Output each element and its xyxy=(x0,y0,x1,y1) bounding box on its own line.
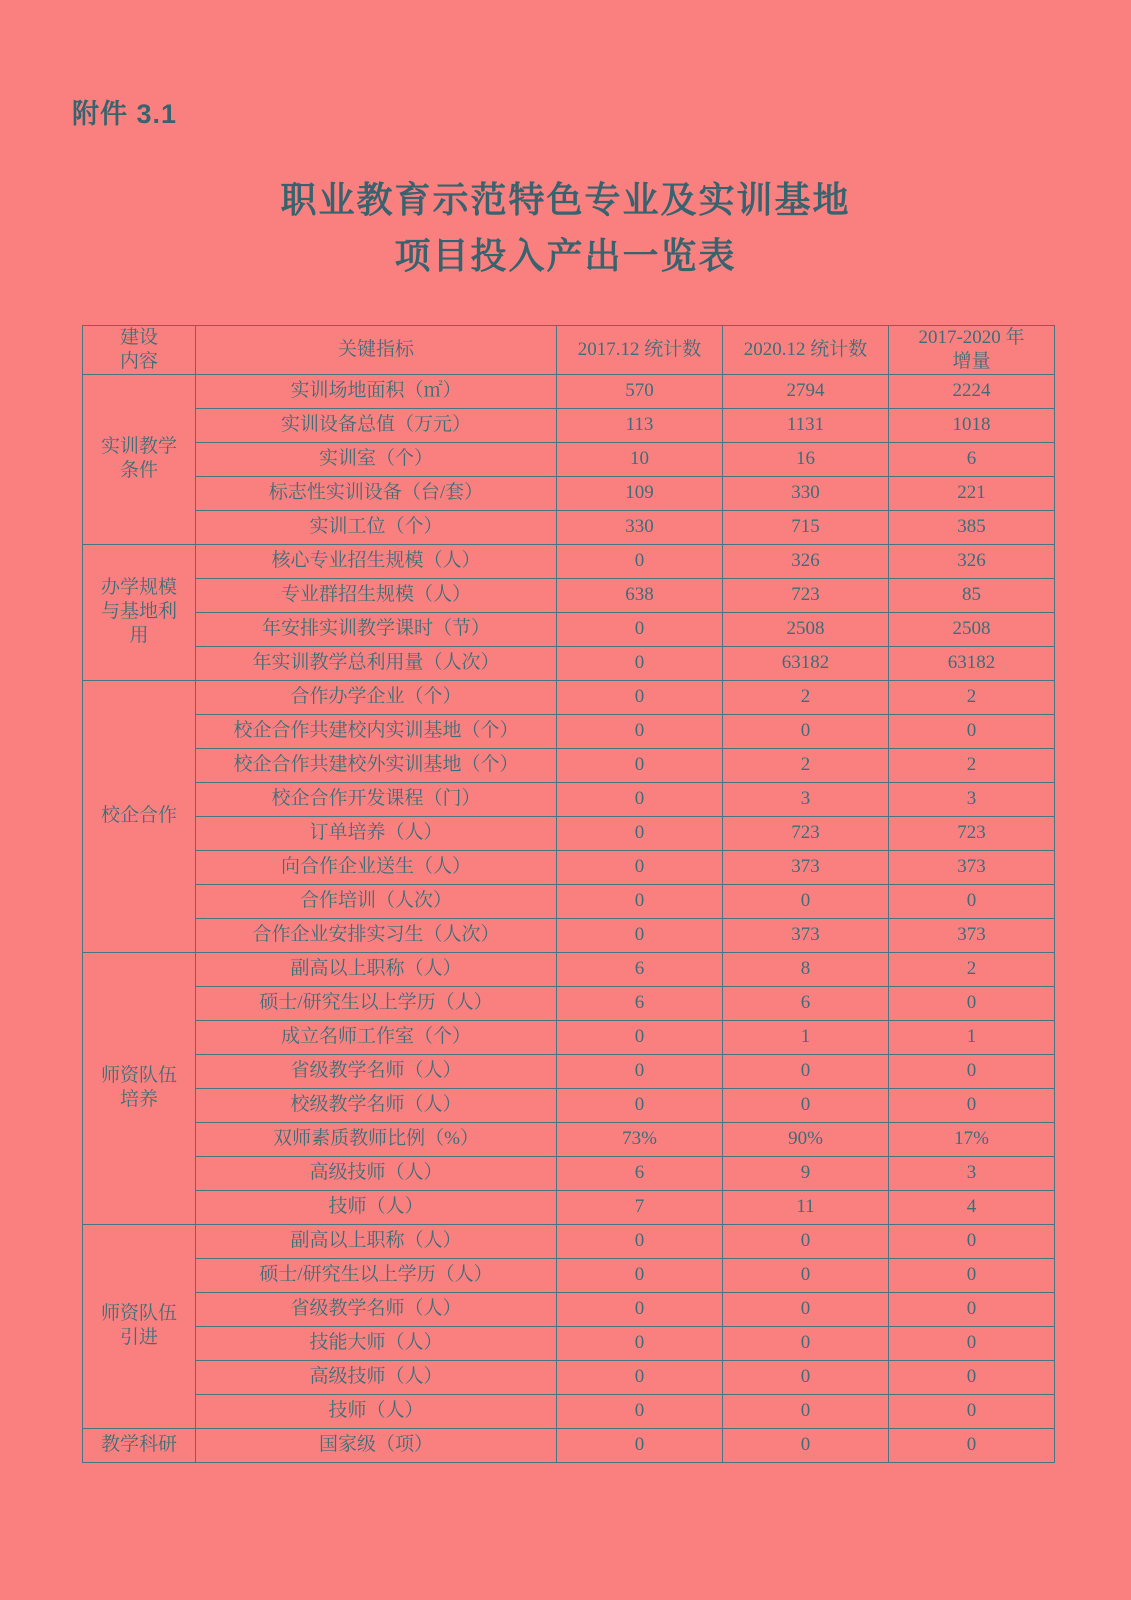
category-line: 办学规模 xyxy=(100,577,177,599)
table-row xyxy=(83,1122,1055,1156)
cell-year-2020: 0 xyxy=(723,1054,889,1088)
row-group-category xyxy=(83,544,196,680)
header-category-line2: 内容 xyxy=(119,350,158,372)
table-row xyxy=(83,1156,1055,1190)
cell-year-2020: 715 xyxy=(723,510,889,544)
cell-year-2017: 0 xyxy=(557,884,723,918)
cell-increase: 3 xyxy=(889,782,1055,816)
cell-increase: 85 xyxy=(889,578,1055,612)
category-line: 用 xyxy=(129,624,149,646)
cell-year-2017: 0 xyxy=(557,1394,723,1428)
table-row xyxy=(83,374,1055,408)
cell-year-2017: 638 xyxy=(557,578,723,612)
cell-increase: 326 xyxy=(889,544,1055,578)
cell-year-2017: 73% xyxy=(557,1122,723,1156)
cell-increase: 1 xyxy=(889,1020,1055,1054)
cell-year-2020: 0 xyxy=(723,714,889,748)
category-line: 引进 xyxy=(119,1327,158,1348)
cell-year-2017: 0 xyxy=(557,816,723,850)
cell-indicator: 省级教学名师（人） xyxy=(196,1054,557,1088)
cell-year-2020: 2 xyxy=(723,748,889,782)
table-row xyxy=(83,612,1055,646)
cell-indicator: 技师（人） xyxy=(196,1394,557,1428)
cell-increase: 0 xyxy=(889,1088,1055,1122)
cell-indicator: 技能大师（人） xyxy=(196,1326,557,1360)
cell-increase: 373 xyxy=(889,850,1055,884)
header-category-line1: 建设 xyxy=(119,327,158,348)
cell-indicator: 实训室（个） xyxy=(196,442,557,476)
table-row xyxy=(83,510,1055,544)
header-increase xyxy=(889,326,1055,375)
cell-year-2020: 11 xyxy=(723,1190,889,1224)
cell-indicator: 成立名师工作室（个） xyxy=(196,1020,557,1054)
cell-increase: 2508 xyxy=(889,612,1055,646)
table-row xyxy=(83,578,1055,612)
category-line: 条件 xyxy=(119,460,158,481)
cell-year-2017: 109 xyxy=(557,476,723,510)
cell-increase: 2 xyxy=(889,680,1055,714)
report-table xyxy=(82,325,1055,1463)
category-line: 实训教学 xyxy=(100,436,177,458)
header-increase-line1: 2017-2020 年 xyxy=(918,327,1025,348)
cell-year-2020: 90% xyxy=(723,1122,889,1156)
cell-increase: 3 xyxy=(889,1156,1055,1190)
table-row xyxy=(83,1394,1055,1428)
cell-year-2020: 2508 xyxy=(723,612,889,646)
row-group-category xyxy=(83,1224,196,1428)
cell-year-2020: 0 xyxy=(723,1326,889,1360)
table-row xyxy=(83,816,1055,850)
cell-year-2017: 0 xyxy=(557,646,723,680)
cell-increase: 221 xyxy=(889,476,1055,510)
cell-indicator: 合作企业安排实习生（人次） xyxy=(196,918,557,952)
cell-year-2017: 570 xyxy=(557,374,723,408)
table-row xyxy=(83,1326,1055,1360)
cell-indicator: 合作培训（人次） xyxy=(196,884,557,918)
cell-indicator: 校企合作共建校内实训基地（个） xyxy=(196,714,557,748)
row-group-category xyxy=(83,952,196,1224)
cell-year-2017: 0 xyxy=(557,1054,723,1088)
cell-year-2017: 10 xyxy=(557,442,723,476)
category-line: 校企合作 xyxy=(100,805,177,827)
table-row xyxy=(83,1428,1055,1462)
cell-year-2017: 0 xyxy=(557,1088,723,1122)
table-row xyxy=(83,782,1055,816)
cell-increase: 0 xyxy=(889,1224,1055,1258)
category-line: 教学科研 xyxy=(100,1434,177,1456)
table-row xyxy=(83,884,1055,918)
cell-year-2017: 0 xyxy=(557,782,723,816)
cell-year-2017: 330 xyxy=(557,510,723,544)
cell-indicator: 专业群招生规模（人） xyxy=(196,578,557,612)
table-row xyxy=(83,714,1055,748)
cell-increase: 2 xyxy=(889,748,1055,782)
cell-year-2017: 0 xyxy=(557,918,723,952)
cell-year-2017: 7 xyxy=(557,1190,723,1224)
cell-year-2020: 0 xyxy=(723,1360,889,1394)
cell-indicator: 实训工位（个） xyxy=(196,510,557,544)
cell-year-2017: 0 xyxy=(557,1258,723,1292)
table-row xyxy=(83,952,1055,986)
cell-year-2020: 2794 xyxy=(723,374,889,408)
cell-year-2020: 1131 xyxy=(723,408,889,442)
cell-increase: 17% xyxy=(889,1122,1055,1156)
cell-year-2020: 8 xyxy=(723,952,889,986)
cell-increase: 63182 xyxy=(889,646,1055,680)
table-row xyxy=(83,442,1055,476)
table-row xyxy=(83,476,1055,510)
cell-year-2017: 0 xyxy=(557,1224,723,1258)
table-body xyxy=(83,374,1055,1462)
cell-year-2020: 0 xyxy=(723,1292,889,1326)
cell-increase: 6 xyxy=(889,442,1055,476)
table-row xyxy=(83,986,1055,1020)
cell-year-2017: 0 xyxy=(557,612,723,646)
row-group-category xyxy=(83,680,196,952)
title-line-2: 项目投入产出一览表 xyxy=(394,235,737,276)
cell-year-2020: 0 xyxy=(723,1428,889,1462)
cell-year-2017: 6 xyxy=(557,1156,723,1190)
cell-year-2020: 0 xyxy=(723,1224,889,1258)
cell-indicator: 双师素质教师比例（%） xyxy=(196,1122,557,1156)
header-year-2020: 2020.12 统计数 xyxy=(723,326,889,375)
table-row xyxy=(83,1292,1055,1326)
cell-increase: 0 xyxy=(889,1394,1055,1428)
cell-year-2020: 16 xyxy=(723,442,889,476)
cell-indicator: 核心专业招生规模（人） xyxy=(196,544,557,578)
cell-year-2020: 2 xyxy=(723,680,889,714)
header-indicator: 关键指标 xyxy=(196,326,557,375)
category-line: 师资队伍 xyxy=(100,1303,177,1325)
cell-indicator: 高级技师（人） xyxy=(196,1156,557,1190)
table-header xyxy=(83,326,1055,375)
table-row xyxy=(83,1054,1055,1088)
cell-increase: 2 xyxy=(889,952,1055,986)
table-row xyxy=(83,850,1055,884)
cell-increase: 1018 xyxy=(889,408,1055,442)
cell-indicator: 年安排实训教学课时（节） xyxy=(196,612,557,646)
cell-indicator: 向合作企业送生（人） xyxy=(196,850,557,884)
header-category xyxy=(83,326,196,375)
cell-year-2020: 9 xyxy=(723,1156,889,1190)
cell-year-2017: 0 xyxy=(557,680,723,714)
cell-year-2017: 0 xyxy=(557,1360,723,1394)
table-row xyxy=(83,544,1055,578)
cell-indicator: 校级教学名师（人） xyxy=(196,1088,557,1122)
table-row xyxy=(83,680,1055,714)
cell-indicator: 硕士/研究生以上学历（人） xyxy=(196,986,557,1020)
row-group-category xyxy=(83,374,196,544)
cell-indicator: 订单培养（人） xyxy=(196,816,557,850)
cell-increase: 0 xyxy=(889,1292,1055,1326)
cell-year-2017: 0 xyxy=(557,1326,723,1360)
cell-indicator: 硕士/研究生以上学历（人） xyxy=(196,1258,557,1292)
cell-indicator: 省级教学名师（人） xyxy=(196,1292,557,1326)
cell-increase: 385 xyxy=(889,510,1055,544)
cell-indicator: 校企合作共建校外实训基地（个） xyxy=(196,748,557,782)
cell-indicator: 副高以上职称（人） xyxy=(196,1224,557,1258)
cell-increase: 373 xyxy=(889,918,1055,952)
cell-year-2020: 373 xyxy=(723,850,889,884)
cell-increase: 0 xyxy=(889,1428,1055,1462)
category-line: 培养 xyxy=(119,1089,158,1110)
table-row xyxy=(83,646,1055,680)
cell-increase: 0 xyxy=(889,1326,1055,1360)
cell-increase: 723 xyxy=(889,816,1055,850)
cell-year-2017: 0 xyxy=(557,748,723,782)
table-row xyxy=(83,1088,1055,1122)
cell-year-2017: 6 xyxy=(557,986,723,1020)
cell-year-2020: 3 xyxy=(723,782,889,816)
cell-increase: 0 xyxy=(889,1360,1055,1394)
cell-year-2017: 0 xyxy=(557,714,723,748)
header-year-2017: 2017.12 统计数 xyxy=(557,326,723,375)
table-row xyxy=(83,1224,1055,1258)
cell-indicator: 国家级（项） xyxy=(196,1428,557,1462)
cell-year-2017: 0 xyxy=(557,850,723,884)
table-row xyxy=(83,1020,1055,1054)
cell-year-2017: 0 xyxy=(557,544,723,578)
cell-year-2020: 0 xyxy=(723,1258,889,1292)
header-increase-line2: 增量 xyxy=(952,350,991,372)
cell-year-2020: 0 xyxy=(723,884,889,918)
cell-year-2020: 6 xyxy=(723,986,889,1020)
cell-indicator: 校企合作开发课程（门） xyxy=(196,782,557,816)
cell-year-2017: 6 xyxy=(557,952,723,986)
cell-increase: 0 xyxy=(889,1258,1055,1292)
cell-indicator: 高级技师（人） xyxy=(196,1360,557,1394)
cell-year-2020: 723 xyxy=(723,578,889,612)
table-row xyxy=(83,1360,1055,1394)
cell-year-2020: 1 xyxy=(723,1020,889,1054)
cell-indicator: 副高以上职称（人） xyxy=(196,952,557,986)
cell-indicator: 年实训教学总利用量（人次） xyxy=(196,646,557,680)
cell-year-2020: 723 xyxy=(723,816,889,850)
table-row xyxy=(83,408,1055,442)
document-title xyxy=(0,172,1131,284)
cell-year-2017: 0 xyxy=(557,1428,723,1462)
cell-indicator: 实训设备总值（万元） xyxy=(196,408,557,442)
cell-indicator: 技师（人） xyxy=(196,1190,557,1224)
category-line: 师资队伍 xyxy=(100,1065,177,1087)
cell-increase: 4 xyxy=(889,1190,1055,1224)
cell-year-2017: 0 xyxy=(557,1292,723,1326)
cell-year-2020: 63182 xyxy=(723,646,889,680)
cell-increase: 0 xyxy=(889,884,1055,918)
cell-increase: 0 xyxy=(889,1054,1055,1088)
cell-year-2017: 0 xyxy=(557,1020,723,1054)
table-row xyxy=(83,1258,1055,1292)
title-line-1: 职业教育示范特色专业及实训基地 xyxy=(280,179,851,220)
table-header-row xyxy=(83,326,1055,375)
table-row xyxy=(83,918,1055,952)
cell-increase: 0 xyxy=(889,986,1055,1020)
attachment-label: 附件 3.1 xyxy=(72,99,178,129)
cell-increase: 0 xyxy=(889,714,1055,748)
table-row xyxy=(83,1190,1055,1224)
cell-year-2020: 0 xyxy=(723,1394,889,1428)
cell-indicator: 实训场地面积（㎡） xyxy=(196,374,557,408)
cell-year-2020: 326 xyxy=(723,544,889,578)
cell-year-2020: 373 xyxy=(723,918,889,952)
cell-year-2020: 330 xyxy=(723,476,889,510)
cell-indicator: 合作办学企业（个） xyxy=(196,680,557,714)
cell-year-2020: 0 xyxy=(723,1088,889,1122)
cell-indicator: 标志性实训设备（台/套） xyxy=(196,476,557,510)
cell-year-2017: 113 xyxy=(557,408,723,442)
table-row xyxy=(83,748,1055,782)
cell-increase: 2224 xyxy=(889,374,1055,408)
row-group-category xyxy=(83,1428,196,1462)
category-line: 与基地利 xyxy=(100,601,177,623)
